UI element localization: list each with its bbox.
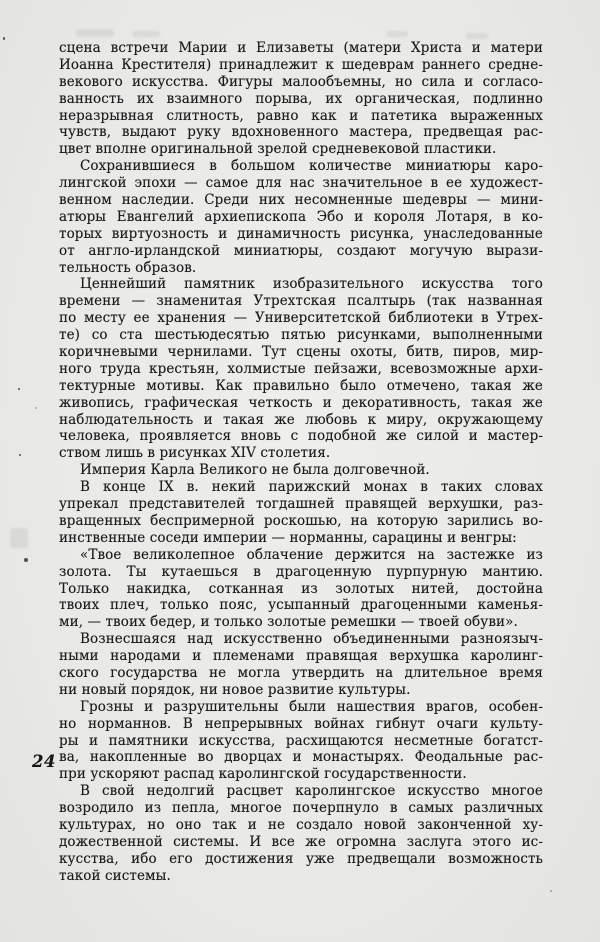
text-line: ными народами и племенами правящая верхушка каролинг- xyxy=(59,648,543,665)
text-line: при ускоряют распад каролингской государственности. xyxy=(59,766,467,783)
text-line: дожественной системы. И все же огромна заслуга этого ис- xyxy=(59,833,543,850)
text-line: ры и памятники искусства, расхищаются несметные богатст- xyxy=(59,732,543,749)
text-line: В свой недолгий расцвет каролингское искусство многое xyxy=(80,783,543,800)
paragraph xyxy=(59,699,543,783)
text-line: ва, накопленные во дворцах и монастырях. Феодальные рас- xyxy=(59,749,543,766)
scan-speck xyxy=(35,407,37,409)
text-line: атюры Евангелий архиепископа Эбо и короля Лотаря, в ко- xyxy=(59,208,543,225)
text-line: упрекал представителей тогдашней правящей верхушки, раз- xyxy=(59,496,543,513)
text-line: Сохранившиеся в большом количестве миниатюры каро- xyxy=(80,158,543,175)
text-line: те) со ста шестьюдесятью пятью рисунками, выполненными xyxy=(59,327,543,344)
text-line: неразрывная слитность, равно как и патетика выраженных xyxy=(59,107,543,124)
scan-smudge xyxy=(76,29,114,37)
text-line: культурах, но оно так и не создало новой законченной ху- xyxy=(59,816,543,833)
text-line: Ценнейший памятник изобразительного искусства того xyxy=(80,276,543,293)
text-line: векового искусства. Фигуры малообъемны, но сила и согласо- xyxy=(59,73,543,90)
scan-speck xyxy=(19,454,21,456)
scan-speck xyxy=(24,558,28,562)
text-line: торых виртуозность и динамичность рисунка, унаследованные xyxy=(59,225,543,242)
text-line: человека, проявляется вновь с подобной же силой и мастер- xyxy=(59,428,543,445)
paragraph xyxy=(59,479,543,547)
text-line: В конце IX в. некий парижский монах в таких словах xyxy=(80,479,543,496)
text-line: Только накидка, сотканная из золотых нитей, достойна xyxy=(59,580,543,597)
text-line: ванность их взаимного порыва, их органическая, подлинно xyxy=(59,90,543,107)
text-line: Вознесшаяся над искусственно объединенными разноязыч- xyxy=(80,631,543,648)
scan-speck xyxy=(3,37,5,40)
paragraph xyxy=(59,547,543,631)
text-line: ного труда крестьян, холмистые пейзажи, всевозможные архи- xyxy=(59,360,543,377)
page-number: 24 xyxy=(32,752,56,771)
text-line: лингской эпохи — самое для нас значительное в ее художест- xyxy=(59,175,543,192)
text-line: тектурные мотивы. Как правильно было отмечено, такая же xyxy=(59,377,543,394)
text-line: Империя Карла Великого не была долговечной. xyxy=(80,462,430,479)
text-line: чувств, выдают руку вдохновенного мастера, предвещая рас- xyxy=(59,124,543,141)
text-line: возродило из пепла, многое почерпнуло в самых различных xyxy=(59,800,543,817)
text-line: ского государства не могла утвердить на длительное время xyxy=(59,664,543,681)
text-line: ми, — твоих бедер, и только золотые ремешки — твоей обуви». xyxy=(59,614,518,631)
text-line: ством лишь в рисунках XIV столетия. xyxy=(59,445,331,462)
text-line: вращенных беспримерной роскошью, на которую зарились во- xyxy=(59,512,543,529)
text-line: по месту ее хранения — Университетской библиотеки в Утрех- xyxy=(59,310,543,327)
paragraph xyxy=(59,462,543,479)
text-line: ни новый порядок, ни новое развитие культуры. xyxy=(59,681,411,698)
paragraph xyxy=(59,158,543,276)
scan-speck xyxy=(550,890,552,892)
text-line: золота. Ты кутаешься в драгоценную пурпурную мантию. xyxy=(59,563,543,580)
text-column xyxy=(59,40,543,885)
text-line: цвет вполне оригинальной зрелой средневековой пластики. xyxy=(59,141,497,158)
scan-smudge xyxy=(10,528,28,548)
paragraph xyxy=(59,631,543,699)
text-line: тельность образов. xyxy=(59,259,197,276)
scan-smudge xyxy=(466,33,488,39)
text-line: такой системы. xyxy=(59,867,171,884)
text-line: сцена встречи Марии и Елизаветы (матери Христа и матери xyxy=(59,40,543,56)
scan-smudge xyxy=(132,31,160,37)
paragraph xyxy=(59,783,543,884)
scan-smudge xyxy=(386,31,408,37)
text-line: коричневыми чернилами. Тут сцены охоты, битв, пиров, мир- xyxy=(59,344,543,361)
text-line: наблюдательность и такая же любовь к миру, окружающему xyxy=(59,411,543,428)
text-line: инственные соседи империи — норманны, сарацины и венгры: xyxy=(59,529,517,546)
text-line: твоих плеч, только пояс, усыпанный драгоценными каменья- xyxy=(59,597,543,614)
text-line: Иоанна Крестителя) принадлежит к шедеврам раннего средне- xyxy=(59,56,543,73)
text-line: кусства, ибо его достижения уже предвещали возможность xyxy=(59,850,543,867)
text-line: Грозны и разрушительны были нашествия врагов, особен- xyxy=(80,698,543,715)
text-line: венном наследии. Среди них несомненные шедевры — мини- xyxy=(59,192,543,209)
text-line: от англо-ирландской миниатюры, создают могучую вырази- xyxy=(59,242,543,259)
text-line: живопись, графическая четкость и декоративность, такая же xyxy=(59,394,543,411)
scan-speck xyxy=(18,388,20,390)
paragraph xyxy=(59,276,543,462)
paragraph xyxy=(59,40,543,158)
text-line: но норманнов. В непрерывных войнах гибнут очаги культу- xyxy=(59,715,543,732)
text-line: времени — знаменитая Утрехтская псалтырь (так названная xyxy=(59,293,543,310)
text-line: «Твое великолепное облачение держится на застежке из xyxy=(80,546,543,563)
